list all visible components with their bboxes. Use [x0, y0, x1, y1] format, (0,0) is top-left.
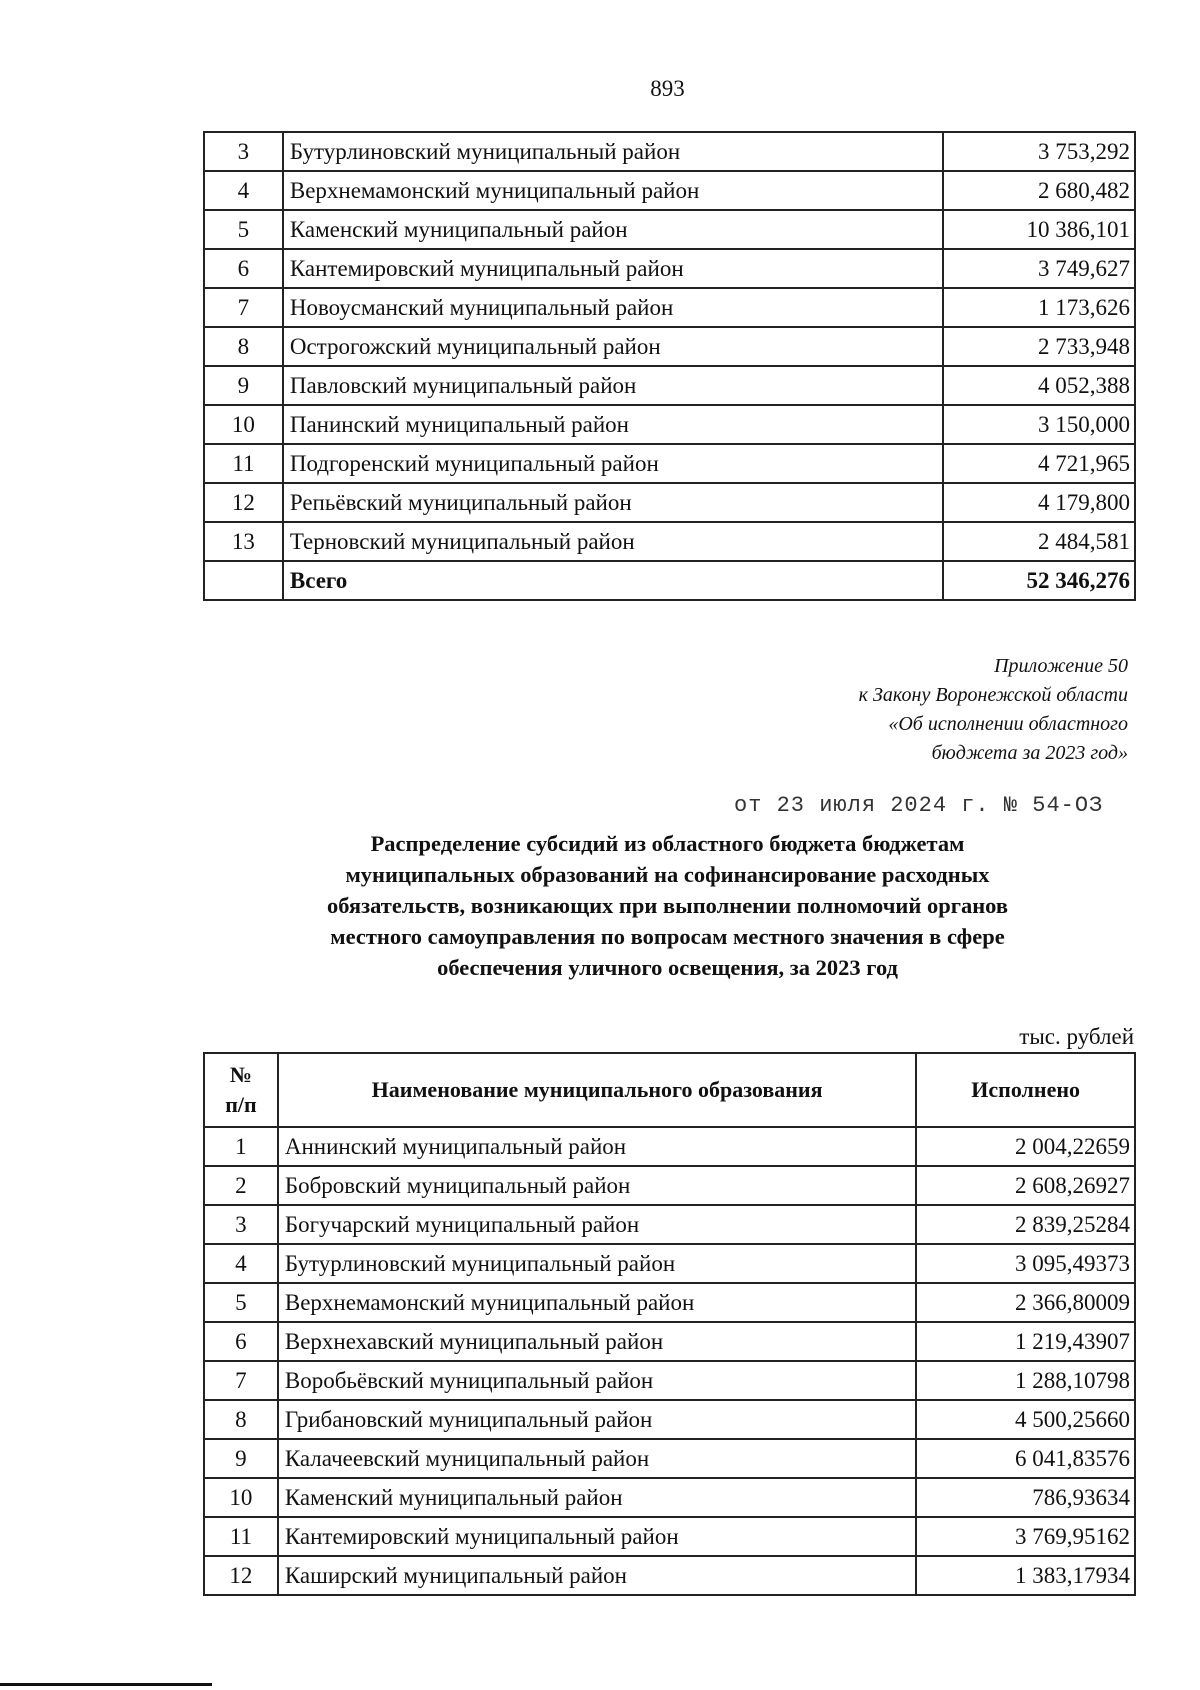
row-number: 3 — [204, 1205, 278, 1244]
street-lighting-subsidy-table — [203, 1052, 1136, 1596]
municipality-name: Верхнемамонский муниципальный район — [283, 171, 943, 210]
municipality-name: Кантемировский муниципальный район — [283, 249, 943, 288]
row-number: 11 — [204, 444, 283, 483]
footer-divider — [0, 1683, 212, 1686]
appendix-line: «Об исполнении областного — [888, 713, 1128, 735]
table-row — [204, 1517, 1135, 1556]
header-number-line2: п/п — [225, 1092, 257, 1117]
amount-value: 2 680,482 — [943, 171, 1135, 210]
row-number: 10 — [204, 405, 283, 444]
table-row — [204, 1478, 1135, 1517]
amount-value: 1 383,17934 — [916, 1556, 1135, 1595]
appendix-reference — [859, 652, 1128, 768]
amount-value: 2 733,948 — [943, 327, 1135, 366]
row-number: 6 — [204, 249, 283, 288]
title-line: обязательств, возникающих при выполнении полномочий органов — [326, 893, 1009, 918]
amount-value: 1 173,626 — [943, 288, 1135, 327]
row-number: 6 — [204, 1322, 278, 1361]
amount-value: 1 219,43907 — [916, 1322, 1135, 1361]
document-title — [200, 828, 1135, 983]
table-row — [204, 1166, 1135, 1205]
table-row — [204, 288, 1135, 327]
row-number: 4 — [204, 171, 283, 210]
total-label: Всего — [283, 561, 943, 600]
municipality-name: Верхнемамонский муниципальный район — [278, 1283, 916, 1322]
header-number-line1: № — [229, 1062, 252, 1087]
row-number: 7 — [204, 1361, 278, 1400]
law-date-stamp: от 23 июля 2024 г. № 54-ОЗ — [734, 793, 1104, 818]
table-header — [204, 1053, 1135, 1127]
total-row — [204, 561, 1135, 600]
amount-value: 4 721,965 — [943, 444, 1135, 483]
amount-value: 6 041,83576 — [916, 1439, 1135, 1478]
page-number: 893 — [650, 76, 685, 101]
table-row — [204, 1400, 1135, 1439]
amount-value: 3 150,000 — [943, 405, 1135, 444]
municipality-name: Репьёвский муниципальный район — [283, 483, 943, 522]
row-number: 2 — [204, 1166, 278, 1205]
row-number: 8 — [204, 327, 283, 366]
table-row — [204, 1322, 1135, 1361]
table-row — [204, 1361, 1135, 1400]
title-line: муниципальных образований на софинансирование расходных — [345, 862, 990, 887]
municipality-name: Панинский муниципальный район — [283, 405, 943, 444]
row-number: 4 — [204, 1244, 278, 1283]
amount-value: 4 052,388 — [943, 366, 1135, 405]
table-row — [204, 327, 1135, 366]
amount-value: 3 769,95162 — [916, 1517, 1135, 1556]
title-line: обеспечения уличного освещения, за 2023 год — [437, 955, 898, 980]
unit-label: тыс. рублей — [1019, 1024, 1134, 1049]
amount-value: 2 608,26927 — [916, 1166, 1135, 1205]
row-number: 12 — [204, 483, 283, 522]
municipality-name: Аннинский муниципальный район — [278, 1127, 916, 1166]
municipality-name: Грибановский муниципальный район — [278, 1400, 916, 1439]
table-row — [204, 444, 1135, 483]
row-number: 9 — [204, 366, 283, 405]
header-row — [204, 1053, 1135, 1127]
municipality-name: Подгоренский муниципальный район — [283, 444, 943, 483]
amount-value: 3 753,292 — [943, 132, 1135, 171]
total-value: 52 346,276 — [943, 561, 1135, 600]
table-row — [204, 483, 1135, 522]
row-number: 13 — [204, 522, 283, 561]
municipality-name: Кантемировский муниципальный район — [278, 1517, 916, 1556]
municipality-name: Калачеевский муниципальный район — [278, 1439, 916, 1478]
table-row — [204, 249, 1135, 288]
municipality-name: Каменский муниципальный район — [278, 1478, 916, 1517]
appendix-line: бюджета за 2023 год» — [931, 742, 1128, 764]
municipality-name: Бутурлиновский муниципальный район — [278, 1244, 916, 1283]
municipality-name: Павловский муниципальный район — [283, 366, 943, 405]
table-row — [204, 1439, 1135, 1478]
table-row — [204, 1244, 1135, 1283]
row-number: 5 — [204, 1283, 278, 1322]
row-number: 3 — [204, 132, 283, 171]
header-value: Исполнено — [916, 1053, 1135, 1127]
municipality-name: Острогожский муниципальный район — [283, 327, 943, 366]
municipality-name: Воробьёвский муниципальный район — [278, 1361, 916, 1400]
municipality-name: Каменский муниципальный район — [283, 210, 943, 249]
row-number: 11 — [204, 1517, 278, 1556]
municipality-name: Терновский муниципальный район — [283, 522, 943, 561]
row-number: 7 — [204, 288, 283, 327]
table-row — [204, 522, 1135, 561]
amount-value: 3 095,49373 — [916, 1244, 1135, 1283]
amount-value: 2 366,80009 — [916, 1283, 1135, 1322]
municipality-name: Верхнехавский муниципальный район — [278, 1322, 916, 1361]
row-number: 12 — [204, 1556, 278, 1595]
amount-value: 786,93634 — [916, 1478, 1135, 1517]
amount-value: 4 500,25660 — [916, 1400, 1135, 1439]
appendix-line: Приложение 50 — [994, 655, 1128, 677]
header-number — [204, 1053, 278, 1127]
title-line: Распределение субсидий из областного бюджета бюджетам — [370, 831, 965, 856]
table-row — [204, 210, 1135, 249]
row-number: 10 — [204, 1478, 278, 1517]
table-row — [204, 1556, 1135, 1595]
table-body — [204, 132, 1135, 600]
table-body — [204, 1127, 1135, 1595]
amount-value: 1 288,10798 — [916, 1361, 1135, 1400]
table-row — [204, 1127, 1135, 1166]
row-number: 9 — [204, 1439, 278, 1478]
row-number: 1 — [204, 1127, 278, 1166]
municipality-name: Богучарский муниципальный район — [278, 1205, 916, 1244]
amount-value: 4 179,800 — [943, 483, 1135, 522]
table-row — [204, 1205, 1135, 1244]
row-number: 8 — [204, 1400, 278, 1439]
table-row — [204, 1283, 1135, 1322]
amount-value: 3 749,627 — [943, 249, 1135, 288]
amount-value: 2 839,25284 — [916, 1205, 1135, 1244]
municipality-name: Новоусманский муниципальный район — [283, 288, 943, 327]
empty-cell — [204, 561, 283, 600]
header-name: Наименование муниципального образования — [278, 1053, 916, 1127]
table-row — [204, 366, 1135, 405]
table-row — [204, 132, 1135, 171]
amount-value: 10 386,101 — [943, 210, 1135, 249]
subsidy-table-continued — [203, 131, 1136, 601]
title-line: местного самоуправления по вопросам местного значения в сфере — [330, 924, 1005, 949]
municipality-name: Бобровский муниципальный район — [278, 1166, 916, 1205]
municipality-name: Бутурлиновский муниципальный район — [283, 132, 943, 171]
appendix-line: к Закону Воронежской области — [858, 684, 1128, 706]
row-number: 5 — [204, 210, 283, 249]
amount-value: 2 004,22659 — [916, 1127, 1135, 1166]
table-row — [204, 171, 1135, 210]
table-row — [204, 405, 1135, 444]
municipality-name: Каширский муниципальный район — [278, 1556, 916, 1595]
amount-value: 2 484,581 — [943, 522, 1135, 561]
